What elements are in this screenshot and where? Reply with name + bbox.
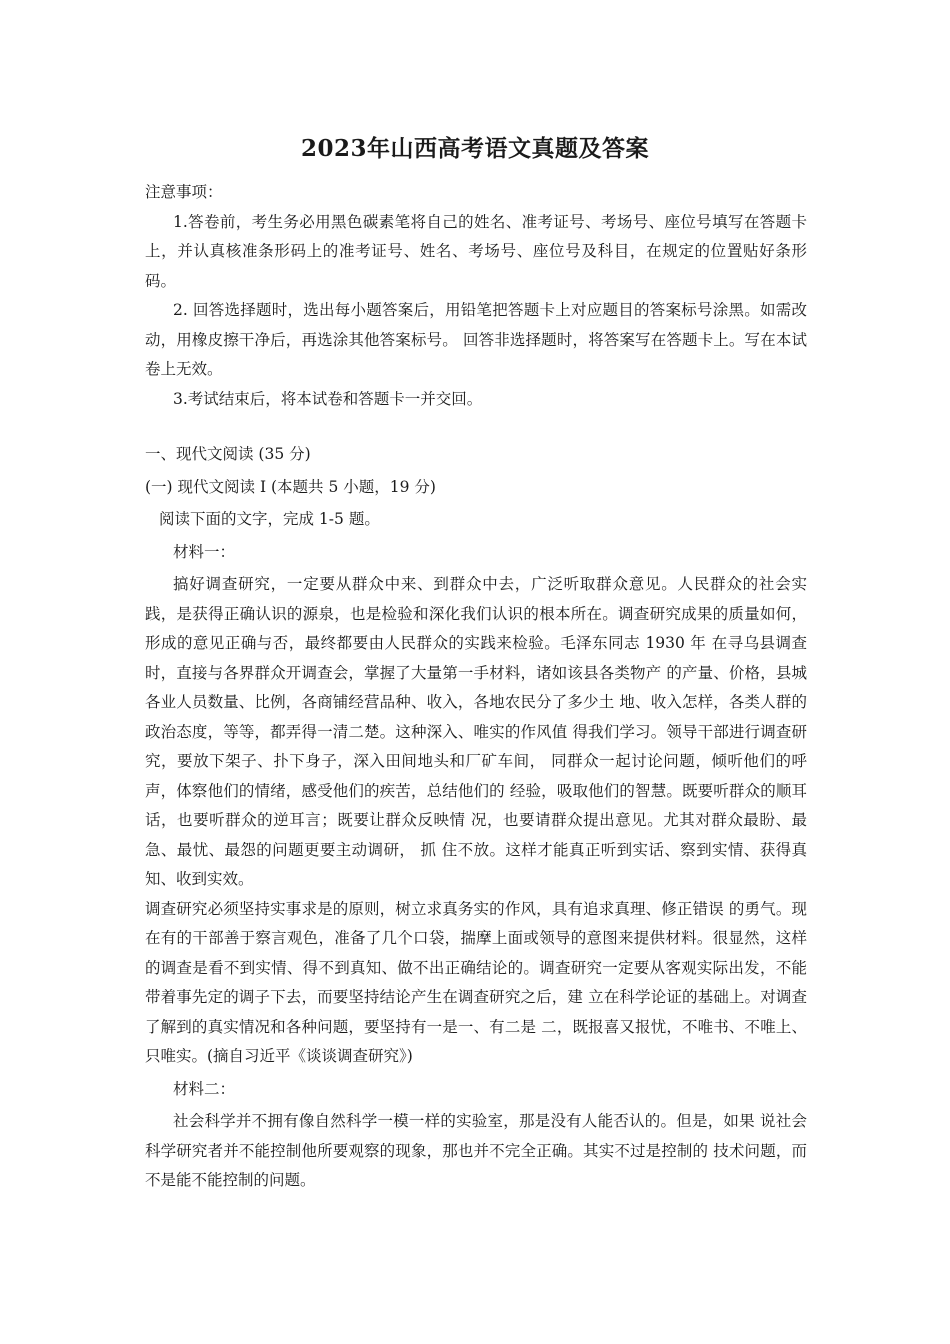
instruction: 阅读下面的文字，完成 1-5 题。 [159, 510, 380, 528]
section-heading: 一、现代文阅读 (35 分) [145, 445, 311, 463]
material2-label: 材料二： [173, 1079, 236, 1098]
material1-paragraph-1: 搞好调查研究，一定要从群众中来、到群众中去，广泛听取群众意见。人民群众的社会实践，是获得正确认识的源泉，也是检验和深化我们认识的根本所在。调查研究成果的质量如何，形成的意见正确与否，最终都要由人民群众的实践来检验。毛泽东同志 1930 年 在寻乌县调查时，直接与各界群众开调查会，掌握了大量第一手材料，诸如该县各类物产 的产量、价格，县城各业人员数量、比例，各商铺经营品种、收入，各地农民分了多少土 地、收入怎样，各类人群的政治态度，等等，都弄得一清二楚。这种深入、唯实的作风值 得我们学习。领导干部进行调查研究，要放下架子、扑下身子，深入田间地头和厂矿车间， 同群众一起讨论问题，倾听他们的呼声，体察他们的情绪，感受他们的疾苦，总结他们的 经验，吸取他们的智慧。既要听群众的顺耳话，也要听群众的逆耳言；既要让群众反映情 况，也要请群众提出意见。尤其对群众最盼、最急、最忧、最怨的问题更要主动调研， 抓 住不放。这样才能真正听到实话、察到实情、获得真知、收到实效。 [145, 575, 807, 888]
subsection-heading: (一) 现代文阅读 I (本题共 5 小题，19 分) [145, 477, 436, 496]
material1-label: 材料一： [173, 542, 236, 561]
notice-section [145, 178, 807, 414]
reading-section [145, 440, 807, 1196]
material1-paragraph-2: 调查研究必须坚持实事求是的原则，树立求真务实的作风，具有追求真理、修正错误 的勇气。现在有的干部善于察言观色，准备了几个口袋，揣摩上面或领导的意图来提供材料。很显然，这样的调查是看不到实情、得不到真知、做不出正确结论的。调查研究一定要从客观实际出发，不能带着事先定的调子下去，而要坚持结论产生在调查研究之后，建 立在科学论证的基础上。对调查了解到的真实情况和各种问题，要坚持有一是一、有二是 二，既报喜又报忧，不唯书、不唯上、只唯实。(摘自习近平《谈谈调查研究》) [145, 899, 807, 1065]
notice-item-1: 1.答卷前，考生务必用黑色碳素笔将自己的姓名、准考证号、考场号、座位号填写在答题卡上，并认真核准条形码上的准考证号、姓名、考场号、座位号及科目，在规定的位置贴好条形码。 [145, 212, 807, 290]
notice-item-3: 3.考试结束后，将本试卷和答题卡一并交回。 [173, 389, 483, 408]
notice-item-2: 2. 回答选择题时，选出每小题答案后，用铅笔把答题卡上对应题目的答案标号涂黑。如需改动，用橡皮擦干净后，再选涂其他答案标号。 回答非选择题时，将答案写在答题卡上。写在本试卷上无效。 [145, 301, 807, 378]
document-title: 2023年山西高考语文真题及答案 [300, 135, 649, 162]
notice-heading: 注意事项： [145, 183, 223, 201]
material2-paragraph-1: 社会科学并不拥有像自然科学一模一样的实验室，那是没有人能否认的。但是，如果 说社会科学研究者并不能控制他所要观察的现象，那也并不完全正确。其实不过是控制的 技术问题，而不是能不能控制的问题。 [145, 1112, 807, 1189]
